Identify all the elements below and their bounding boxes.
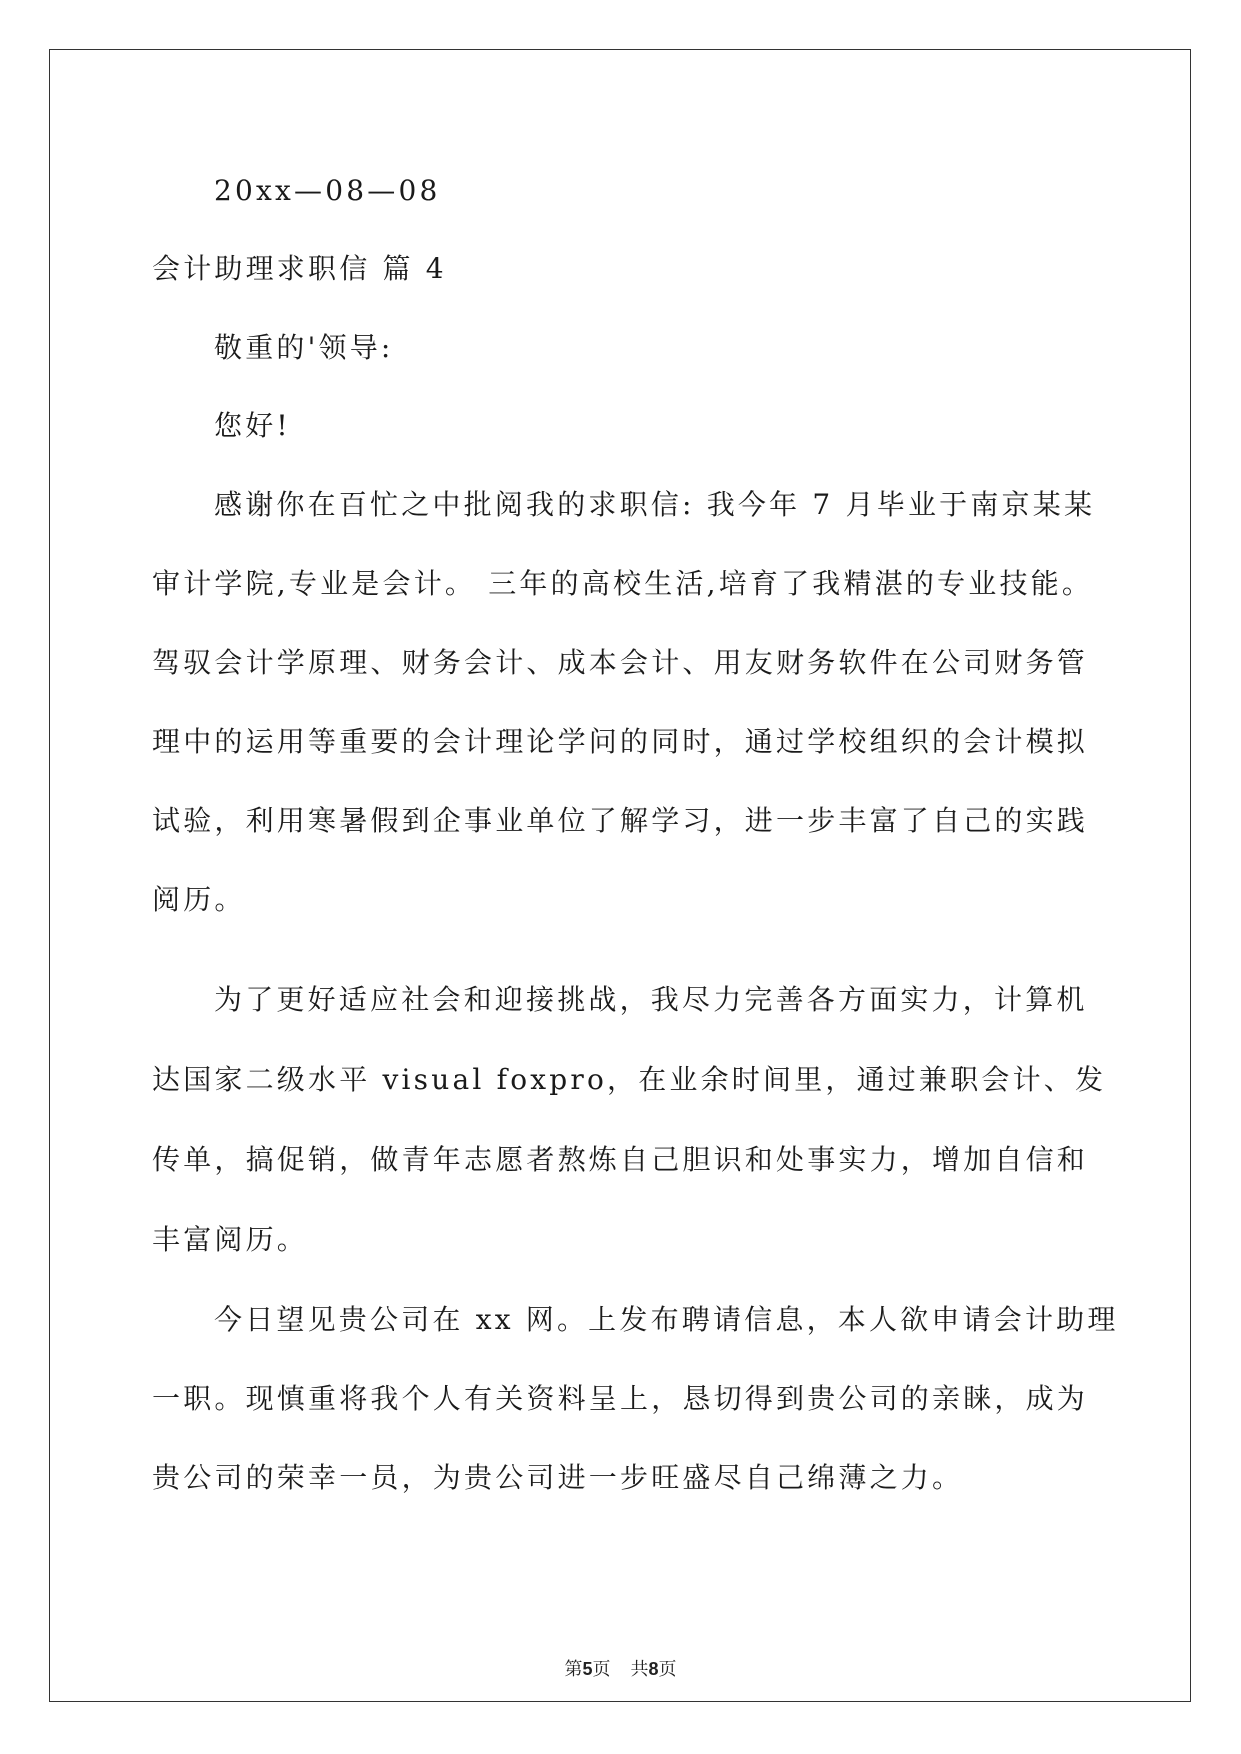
paragraph-line: 驾驭会计学原理、财务会计、成本会计、用友财务软件在公司财务管 <box>152 646 1089 679</box>
paragraph-line: 感谢你在百忙之中批阅我的求职信: 我今年 7 月毕业于南京某某 <box>214 488 1096 521</box>
paragraph-line: 一职。现慎重将我个人有关资料呈上，恳切得到贵公司的亲睐，成为 <box>152 1382 1089 1415</box>
paragraph-line: 阅历。 <box>152 883 246 916</box>
letter-salutation: 敬重的'领导: <box>214 331 394 364</box>
paragraph-line: 理中的运用等重要的会计理论学问的同时，通过学校组织的会计模拟 <box>152 725 1089 758</box>
paragraph-line: 丰富阅历。 <box>152 1223 309 1256</box>
letter-date: 20xx—08—08 <box>214 174 441 207</box>
paragraph-line: 为了更好适应社会和迎接挑战，我尽力完善各方面实力，计算机 <box>214 983 1088 1016</box>
paragraph-line: 贵公司的荣幸一员，为贵公司进一步旺盛尽自己绵薄之力。 <box>152 1461 964 1494</box>
page-frame <box>49 49 1191 1702</box>
letter-greeting: 您好! <box>214 409 291 442</box>
paragraph-line: 试验，利用寒暑假到企事业单位了解学习，进一步丰富了自己的实践 <box>152 804 1089 837</box>
footer-total-pages: 8 <box>648 1659 659 1679</box>
footer-total-suffix: 页 <box>658 1659 677 1680</box>
letter-heading: 会计助理求职信 篇 4 <box>152 252 447 285</box>
page-footer <box>0 1657 1241 1682</box>
footer-page-prefix: 第 <box>564 1659 583 1680</box>
footer-page-suffix: 页 <box>592 1659 611 1680</box>
footer-page-number: 5 <box>582 1659 593 1679</box>
paragraph-line: 审计学院,专业是会计。 三年的高校生活,培育了我精湛的专业技能。 <box>152 567 1094 600</box>
footer-total-prefix: 共 <box>630 1659 649 1680</box>
paragraph-line: 今日望见贵公司在 xx 网。上发布聘请信息，本人欲申请会计助理 <box>214 1303 1119 1336</box>
paragraph-line: 传单，搞促销，做青年志愿者熬炼自己胆识和处事实力，增加自信和 <box>152 1143 1089 1176</box>
paragraph-line: 达国家二级水平 visual foxpro，在业余时间里，通过兼职会计、发 <box>152 1063 1107 1096</box>
